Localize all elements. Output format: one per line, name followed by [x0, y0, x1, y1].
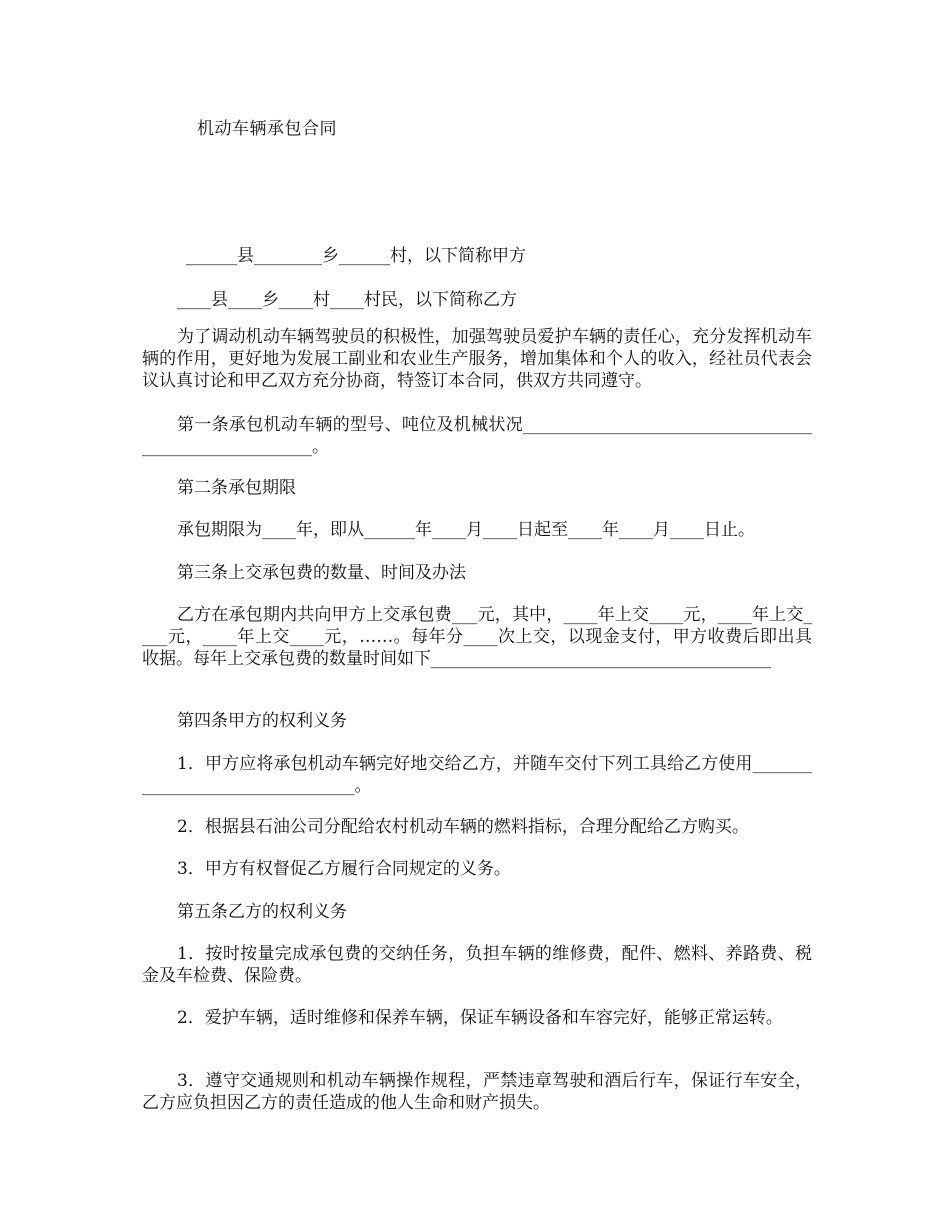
article-2-heading: 第二条承包期限	[177, 478, 296, 498]
article-5-item-2: 2．爱护车辆，适时维修和保养车辆，保证车辆设备和车容完好，能够正常运转。	[177, 1008, 783, 1028]
article-2-body: 承包期限为____年，即从______年____月____日起至____年____月____日止。	[177, 520, 755, 540]
article-4-item-2: 2．根据县石油公司分配给农村机动车辆的燃料指标，合理分配给乙方购买。	[177, 817, 749, 837]
article-5-item-3: 3．遵守交通规则和机动车辆操作规程，严禁违章驾驶和酒后行车，保证行车安全，乙方应负担因乙方的责任造成的他人生命和财产损失。	[142, 1071, 812, 1113]
article-5-item-1: 1．按时按量完成承包费的交纳任务，负担车辆的维修费，配件、燃料、养路费、税金及车检费、保险费。	[142, 944, 812, 986]
article-4-item-3: 3．甲方有权督促乙方履行合同规定的义务。	[177, 859, 511, 879]
party-a-line: ______县________乡______村，以下简称甲方	[186, 246, 526, 266]
article-3-body: 乙方在承包期内共向甲方上交承包费___元，其中，____年上交____元，____年上交____元，____年上交____元，……。每年分____次上交，以现金支付，甲方收费后即出具收据。每年上交承包费的数量时间如下________________________________________	[142, 605, 812, 669]
document-title: 机动车辆承包合同	[197, 119, 337, 139]
article-1-paragraph: 第一条承包机动车辆的型号、吨位及机械状况______________________________________________________。	[142, 415, 812, 457]
article-4-heading: 第四条甲方的权利义务	[177, 711, 347, 731]
article-4-item-1: 1．甲方应将承包机动车辆完好地交给乙方，并随车交付下列工具给乙方使用________________________________。	[142, 754, 812, 796]
party-b-line: ____县____乡____村____村民，以下简称乙方	[177, 290, 517, 310]
preamble-paragraph: 为了调动机动车辆驾驶员的积极性，加强驾驶员爱护车辆的责任心，充分发挥机动车辆的作用，更好地为发展工副业和农业生产服务，增加集体和个人的收入，经社员代表会议认真讨论和甲乙双方充分协商，特签订本合同，供双方共同遵守。	[142, 327, 812, 391]
article-5-heading: 第五条乙方的权利义务	[177, 902, 347, 922]
article-3-heading: 第三条上交承包费的数量、时间及办法	[177, 563, 466, 583]
